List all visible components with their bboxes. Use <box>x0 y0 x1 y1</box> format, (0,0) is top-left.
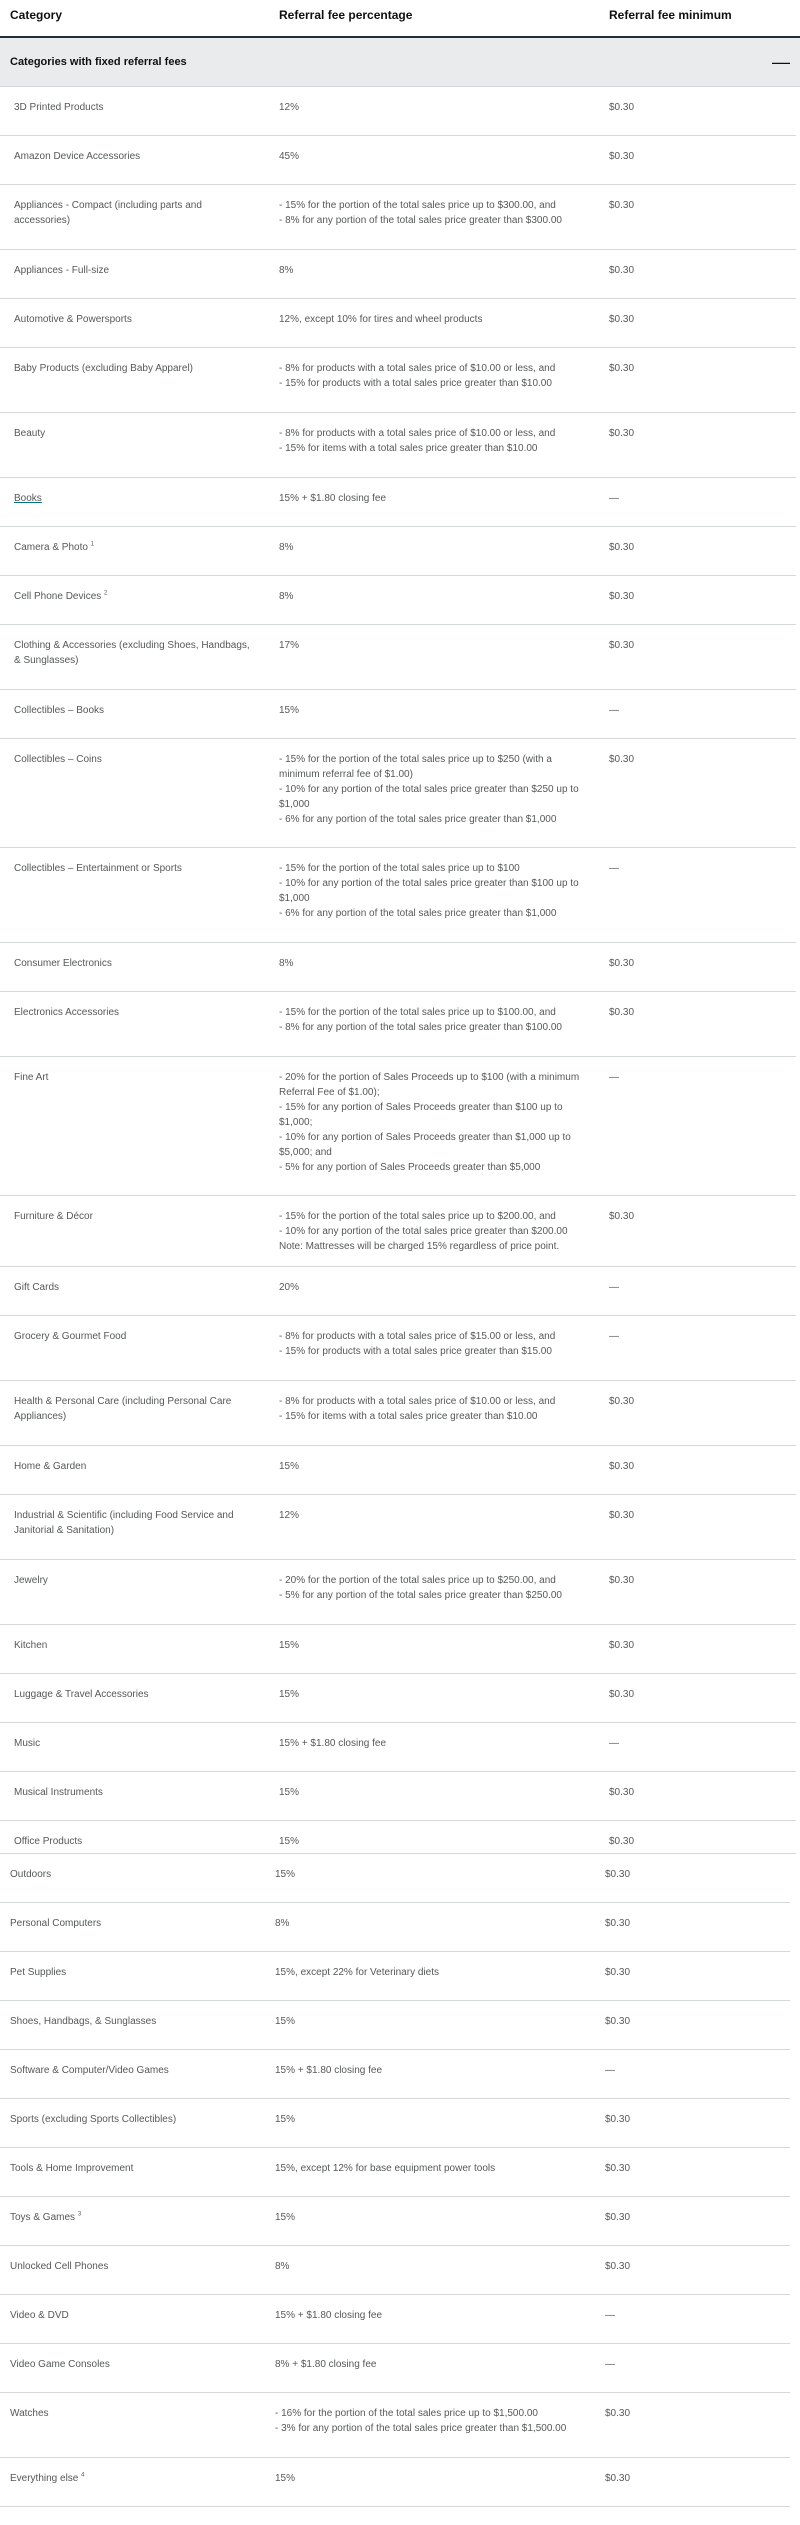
fee-minimum-cell: $0.30 <box>605 2212 631 2223</box>
table-row <box>0 2246 790 2295</box>
fee-percentage-cell <box>279 1329 609 1380</box>
category-cell <box>14 1736 279 1771</box>
category-cell <box>14 752 279 847</box>
category-name: Clothing & Accessories (excluding Shoes, Handbags, & Sunglasses) <box>14 640 250 666</box>
category-name: Appliances - Compact (including parts and accessories) <box>14 200 202 226</box>
fee-percentage-cell <box>279 1280 609 1315</box>
fee-minimum-cell: — <box>609 493 619 504</box>
category-cell <box>14 149 279 184</box>
footnote-marker[interactable]: 2 <box>104 590 108 597</box>
header-category: Category <box>10 8 63 22</box>
fee-minimum-cell: $0.30 <box>609 265 635 276</box>
table-row <box>0 1952 790 2001</box>
fee-line: 15% <box>275 1869 296 1880</box>
category-cell <box>14 1005 279 1056</box>
category-cell <box>14 1329 279 1380</box>
table-row <box>0 1196 796 1267</box>
fee-line: - 15% for the portion of the total sales price up to $100.00, and <box>279 1007 556 1018</box>
fee-minimum-cell: — <box>605 2065 615 2076</box>
fee-percentage-cell <box>279 1459 609 1494</box>
category-cell <box>14 1280 279 1315</box>
table-row <box>0 2393 790 2458</box>
category-cell <box>14 198 279 249</box>
table-row <box>0 739 796 848</box>
category-cell <box>10 1965 275 2000</box>
minus-icon[interactable]: — <box>772 52 790 72</box>
fee-percentage-cell <box>275 1916 605 1951</box>
fee-line: 15% <box>279 705 300 716</box>
category-name: Unlocked Cell Phones <box>10 2261 109 2272</box>
category-name: Musical Instruments <box>14 1787 103 1798</box>
table-row <box>0 992 796 1057</box>
fee-line: 8% + $1.80 closing fee <box>275 2359 377 2370</box>
category-name: Collectibles – Entertainment or Sports <box>14 863 182 874</box>
fee-line: - 10% for any portion of the total sales price greater than $200.00 <box>279 1226 568 1237</box>
category-cell <box>10 1867 275 1902</box>
fee-minimum-cell: $0.30 <box>609 1575 635 1586</box>
fee-line: - 8% for products with a total sales price of $15.00 or less, and <box>279 1331 556 1342</box>
category-name: Automotive & Powersports <box>14 314 132 325</box>
category-cell <box>14 1785 279 1820</box>
category-cell <box>14 312 279 347</box>
fee-percentage-cell <box>275 2259 605 2294</box>
table-row <box>0 413 796 478</box>
fee-line: 15% + $1.80 closing fee <box>275 2065 383 2076</box>
fee-percentage-cell <box>279 540 609 575</box>
fee-minimum-cell: $0.30 <box>609 102 635 113</box>
fee-line: - 15% for items with a total sales price greater than $10.00 <box>279 443 538 454</box>
fee-percentage-cell <box>275 2406 605 2457</box>
fee-line: 15% <box>279 1640 300 1651</box>
fee-percentage-cell <box>279 1834 609 1853</box>
category-cell <box>10 2210 275 2245</box>
category-cell <box>14 703 279 738</box>
fee-minimum-cell: $0.30 <box>609 542 635 553</box>
category-name: Luggage & Travel Accessories <box>14 1689 149 1700</box>
category-cell <box>14 956 279 991</box>
category-cell <box>14 1638 279 1673</box>
fee-line: 8% <box>275 2261 290 2272</box>
fee-minimum-cell: — <box>609 1072 619 1083</box>
fee-percentage-cell <box>279 1005 609 1056</box>
category-cell <box>10 2063 275 2098</box>
category-cell <box>14 361 279 412</box>
section-title: Categories with fixed referral fees <box>10 56 187 68</box>
fee-line: - 3% for any portion of the total sales price greater than $1,500.00 <box>275 2423 567 2434</box>
category-name: Shoes, Handbags, & Sunglasses <box>10 2016 157 2027</box>
category-name: Watches <box>10 2408 49 2419</box>
fee-line: 15% <box>275 2016 296 2027</box>
category-name: Collectibles – Coins <box>14 754 102 765</box>
fee-percentage-cell <box>275 2014 605 2049</box>
fee-line: - 6% for any portion of the total sales price greater than $1,000 <box>279 814 557 825</box>
fee-percentage-cell <box>279 1785 609 1820</box>
fee-percentage-cell <box>279 361 609 412</box>
category-cell <box>10 2471 275 2506</box>
table-row <box>0 1560 796 1625</box>
fee-percentage-cell <box>275 2357 605 2392</box>
category-cell <box>14 1834 279 1853</box>
fee-line: - 20% for the portion of the total sales price up to $250.00, and <box>279 1575 556 1586</box>
fee-minimum-cell: — <box>605 2359 615 2370</box>
table-row <box>0 1821 796 1854</box>
table-row <box>0 2001 790 2050</box>
table-row <box>0 625 796 690</box>
footnote-marker[interactable]: 1 <box>90 541 95 548</box>
fee-percentage-cell <box>279 100 609 135</box>
fee-line: - 8% for products with a total sales price of $10.00 or less, and <box>279 363 556 374</box>
fee-minimum-cell: $0.30 <box>609 428 635 439</box>
fee-line: - 15% for items with a total sales price greater than $10.00 <box>279 1411 538 1422</box>
fee-minimum-cell: $0.30 <box>605 1918 631 1929</box>
fee-percentage-cell <box>279 861 609 942</box>
fee-line: 15% <box>279 1461 300 1472</box>
category-cell <box>14 1070 279 1195</box>
fee-line: - 8% for any portion of the total sales price greater than $100.00 <box>279 1022 562 1033</box>
category-name: Software & Computer/Video Games <box>10 2065 169 2076</box>
fee-line: - 10% for any portion of the total sales price greater than $100 up to $1,000 <box>279 878 579 904</box>
table-row <box>0 185 796 250</box>
fee-line: Note: Mattresses will be charged 15% regardless of price point. <box>279 1241 560 1252</box>
table-row <box>0 1903 790 1952</box>
fee-percentage-cell <box>279 752 609 847</box>
table-row <box>0 87 796 136</box>
fee-percentage-cell <box>279 1687 609 1722</box>
fee-minimum-cell: $0.30 <box>609 754 635 765</box>
fee-line: - 10% for any portion of the total sales price greater than $250 up to $1,000 <box>279 784 579 810</box>
fee-percentage-cell <box>279 1573 609 1624</box>
fee-minimum-cell: $0.30 <box>605 1869 631 1880</box>
category-name: Health & Personal Care (including Personal Care Appliances) <box>14 1396 232 1422</box>
fee-minimum-cell: $0.30 <box>609 1640 635 1651</box>
category-name: Gift Cards <box>14 1282 60 1293</box>
table-row <box>0 527 796 576</box>
category-name: Cell Phone Devices <box>14 591 102 602</box>
fee-minimum-cell: $0.30 <box>609 1461 635 1472</box>
table-row <box>0 478 796 527</box>
fee-percentage-cell <box>275 2210 605 2245</box>
category-name: Electronics Accessories <box>14 1007 120 1018</box>
category-cell <box>14 426 279 477</box>
category-name: Personal Computers <box>10 1918 102 1929</box>
fee-rows <box>0 87 796 1854</box>
table-row <box>0 1316 796 1381</box>
fee-line: 15% + $1.80 closing fee <box>275 2310 383 2321</box>
fee-line: 15% <box>275 2114 296 2125</box>
table-row <box>0 1267 796 1316</box>
category-name: Beauty <box>14 428 46 439</box>
table-row <box>0 2295 790 2344</box>
category-name: Industrial & Scientific (including Food Service and Janitorial & Sanitation) <box>14 1510 234 1536</box>
table-row <box>0 250 796 299</box>
fee-line: - 8% for products with a total sales price of $10.00 or less, and <box>279 1396 556 1407</box>
category-cell <box>14 540 279 575</box>
category-name: Camera & Photo <box>14 542 88 553</box>
fee-percentage-cell <box>279 1508 609 1559</box>
fee-minimum-cell: $0.30 <box>605 2163 631 2174</box>
fee-line: 8% <box>275 1918 290 1929</box>
fee-minimum-cell: — <box>609 1331 619 1342</box>
fee-percentage-cell <box>279 149 609 184</box>
table-row <box>0 1625 796 1674</box>
fee-line: 15% <box>275 2473 296 2484</box>
table-row <box>0 1772 796 1821</box>
category-name: Sports (excluding Sports Collectibles) <box>10 2114 177 2125</box>
category-name: Kitchen <box>14 1640 48 1651</box>
fee-minimum-cell: $0.30 <box>609 1787 635 1798</box>
fee-percentage-cell <box>279 312 609 347</box>
fee-rows-continued <box>0 1854 790 2507</box>
fee-line: - 16% for the portion of the total sales price up to $1,500.00 <box>275 2408 538 2419</box>
category-cell <box>14 1394 279 1445</box>
fee-line: 15% + $1.80 closing fee <box>279 1738 387 1749</box>
category-cell <box>14 100 279 135</box>
fee-line: 15% <box>279 1836 300 1847</box>
fee-line: 8% <box>279 265 294 276</box>
fee-line: 8% <box>279 542 294 553</box>
fee-line: 8% <box>279 958 294 969</box>
fee-percentage-cell <box>279 1638 609 1673</box>
fee-line: 15%, except 12% for base equipment power tools <box>275 2163 496 2174</box>
fee-line: - 15% for the portion of the total sales price up to $300.00, and <box>279 200 556 211</box>
table-row <box>0 1495 796 1560</box>
fee-percentage-cell <box>275 2161 605 2196</box>
category-name: Grocery & Gourmet Food <box>14 1331 127 1342</box>
fee-minimum-cell: $0.30 <box>609 1396 635 1407</box>
fee-percentage-cell <box>275 1867 605 1902</box>
category-cell <box>14 1459 279 1494</box>
table-row <box>0 1446 796 1495</box>
fee-line: - 15% for products with a total sales price greater than $15.00 <box>279 1346 552 1357</box>
fee-percentage-cell <box>279 426 609 477</box>
fee-minimum-cell: $0.30 <box>609 591 635 602</box>
table-row <box>0 2344 790 2393</box>
section-header[interactable] <box>0 38 800 87</box>
fee-line: - 6% for any portion of the total sales price greater than $1,000 <box>279 908 557 919</box>
fee-minimum-cell: — <box>609 1738 619 1749</box>
category-name: Video Game Consoles <box>10 2359 110 2370</box>
table-row <box>0 348 796 413</box>
table-row <box>0 2099 790 2148</box>
fee-minimum-cell: $0.30 <box>605 2114 631 2125</box>
fee-minimum-cell: $0.30 <box>609 151 635 162</box>
fee-percentage-cell <box>279 263 609 298</box>
fee-line: - 8% for products with a total sales price of $10.00 or less, and <box>279 428 556 439</box>
fee-line: - 8% for any portion of the total sales price greater than $300.00 <box>279 215 562 226</box>
footnote-marker[interactable]: 3 <box>77 2211 82 2218</box>
table-row <box>0 576 796 625</box>
category-cell <box>14 589 279 624</box>
table-row <box>0 1854 790 1903</box>
fee-percentage-cell <box>279 491 609 526</box>
fee-minimum-cell: $0.30 <box>605 2408 631 2419</box>
fee-line: - 10% for any portion of Sales Proceeds greater than $1,000 up to $5,000; and <box>279 1132 571 1158</box>
fee-minimum-cell: $0.30 <box>609 1211 635 1222</box>
category-name: Amazon Device Accessories <box>14 151 141 162</box>
fee-line: 12% <box>279 1510 300 1521</box>
table-row <box>0 299 796 348</box>
table-row <box>0 2458 790 2507</box>
fee-minimum-cell: $0.30 <box>609 363 635 374</box>
fee-line: 15% <box>279 1689 300 1700</box>
fee-line: 15%, except 22% for Veterinary diets <box>275 1967 439 1978</box>
fee-minimum-cell: — <box>609 1282 619 1293</box>
fee-percentage-cell <box>275 2308 605 2343</box>
fee-percentage-cell <box>275 2063 605 2098</box>
fee-percentage-cell <box>279 956 609 991</box>
fee-line: 12% <box>279 102 300 113</box>
table-row <box>0 1674 796 1723</box>
category-name: Baby Products (excluding Baby Apparel) <box>14 363 193 374</box>
fee-minimum-cell: — <box>609 705 619 716</box>
fee-minimum-cell: $0.30 <box>605 2261 631 2272</box>
fee-percentage-cell <box>279 1209 609 1266</box>
fee-minimum-cell: $0.30 <box>609 1510 635 1521</box>
category-cell <box>10 2014 275 2049</box>
fee-line: 8% <box>279 591 294 602</box>
category-name: Furniture & Décor <box>14 1211 93 1222</box>
fee-line: 17% <box>279 640 300 651</box>
category-name: Appliances - Full-size <box>14 265 110 276</box>
category-name: 3D Printed Products <box>14 102 104 113</box>
fee-percentage-cell <box>275 2471 605 2506</box>
fee-minimum-cell: $0.30 <box>609 314 635 325</box>
category-name: Office Products <box>14 1836 83 1847</box>
fee-minimum-cell: $0.30 <box>605 1967 631 1978</box>
table-row <box>0 1723 796 1772</box>
table-row <box>0 2050 790 2099</box>
fee-minimum-cell: — <box>609 863 619 874</box>
table-header <box>0 0 800 36</box>
category-cell <box>10 1916 275 1951</box>
category-cell <box>14 638 279 689</box>
fee-line: 12%, except 10% for tires and wheel products <box>279 314 483 325</box>
category-name: Everything else <box>10 2473 79 2484</box>
fee-minimum-cell: $0.30 <box>605 2473 631 2484</box>
fee-percentage-cell <box>279 638 609 689</box>
category-name: Music <box>14 1738 41 1749</box>
fee-percentage-cell <box>279 589 609 624</box>
fee-minimum-cell: — <box>605 2310 615 2321</box>
fee-percentage-cell <box>275 2112 605 2147</box>
fee-line: - 5% for any portion of the total sales price greater than $250.00 <box>279 1590 562 1601</box>
table-row <box>0 690 796 739</box>
table-row <box>0 2148 790 2197</box>
category-name: Jewelry <box>14 1575 48 1586</box>
category-cell <box>14 1573 279 1624</box>
fee-line: 45% <box>279 151 300 162</box>
category-cell <box>14 1209 279 1266</box>
fee-percentage-cell <box>279 703 609 738</box>
header-percentage: Referral fee percentage <box>279 8 413 22</box>
fee-percentage-cell <box>279 1070 609 1195</box>
footnote-marker[interactable]: 4 <box>81 2472 85 2479</box>
category-cell <box>14 1687 279 1722</box>
header-minimum: Referral fee minimum <box>609 8 732 22</box>
fee-minimum-cell: $0.30 <box>609 1007 635 1018</box>
category-cell <box>14 1508 279 1559</box>
category-cell[interactable] <box>14 491 279 526</box>
fee-line: - 15% for products with a total sales price greater than $10.00 <box>279 378 552 389</box>
category-cell <box>10 2308 275 2343</box>
fee-line: 20% <box>279 1282 300 1293</box>
category-cell <box>10 2112 275 2147</box>
fee-line: 15% + $1.80 closing fee <box>279 493 387 504</box>
fee-minimum-cell: $0.30 <box>609 1836 635 1847</box>
fee-line: - 15% for the portion of the total sales price up to $200.00, and <box>279 1211 556 1222</box>
category-name: Collectibles – Books <box>14 705 105 716</box>
category-cell <box>14 263 279 298</box>
table-row <box>0 1057 796 1196</box>
fee-line: - 15% for the portion of the total sales price up to $100 <box>279 863 520 874</box>
table-row <box>0 848 796 943</box>
category-name: Toys & Games <box>10 2212 76 2223</box>
category-name: Video & DVD <box>10 2310 69 2321</box>
fee-minimum-cell: $0.30 <box>609 640 635 651</box>
fee-minimum-cell: $0.30 <box>609 200 635 211</box>
category-name: Fine Art <box>14 1072 49 1083</box>
table-row <box>0 1381 796 1446</box>
category-name: Home & Garden <box>14 1461 87 1472</box>
category-cell <box>14 861 279 942</box>
category-cell <box>10 2259 275 2294</box>
fee-percentage-cell <box>279 1736 609 1771</box>
category-cell <box>10 2161 275 2196</box>
category-name: Outdoors <box>10 1869 52 1880</box>
category-cell <box>10 2406 275 2457</box>
category-name: Tools & Home Improvement <box>10 2163 134 2174</box>
fee-percentage-cell <box>279 198 609 249</box>
category-link[interactable]: Books <box>14 493 42 504</box>
fee-line: - 15% for any portion of Sales Proceeds greater than $100 up to $1,000; <box>279 1102 563 1128</box>
category-cell <box>10 2357 275 2392</box>
fee-percentage-cell <box>275 1965 605 2000</box>
fee-minimum-cell: $0.30 <box>609 958 635 969</box>
table-row <box>0 136 796 185</box>
category-name: Pet Supplies <box>10 1967 67 1978</box>
category-name: Consumer Electronics <box>14 958 112 969</box>
table-row <box>0 2197 790 2246</box>
fee-percentage-cell <box>279 1394 609 1445</box>
table-row <box>0 943 796 992</box>
fee-line: - 20% for the portion of Sales Proceeds up to $100 (with a minimum Referral Fee of $1.00); <box>279 1072 580 1098</box>
fee-line: 15% <box>275 2212 296 2223</box>
fee-line: - 5% for any portion of Sales Proceeds greater than $5,000 <box>279 1162 541 1173</box>
fee-line: - 15% for the portion of the total sales price up to $250 (with a minimum referral fee of $1.00) <box>279 754 552 780</box>
fee-line: 15% <box>279 1787 300 1798</box>
fee-minimum-cell: $0.30 <box>605 2016 631 2027</box>
fee-minimum-cell: $0.30 <box>609 1689 635 1700</box>
